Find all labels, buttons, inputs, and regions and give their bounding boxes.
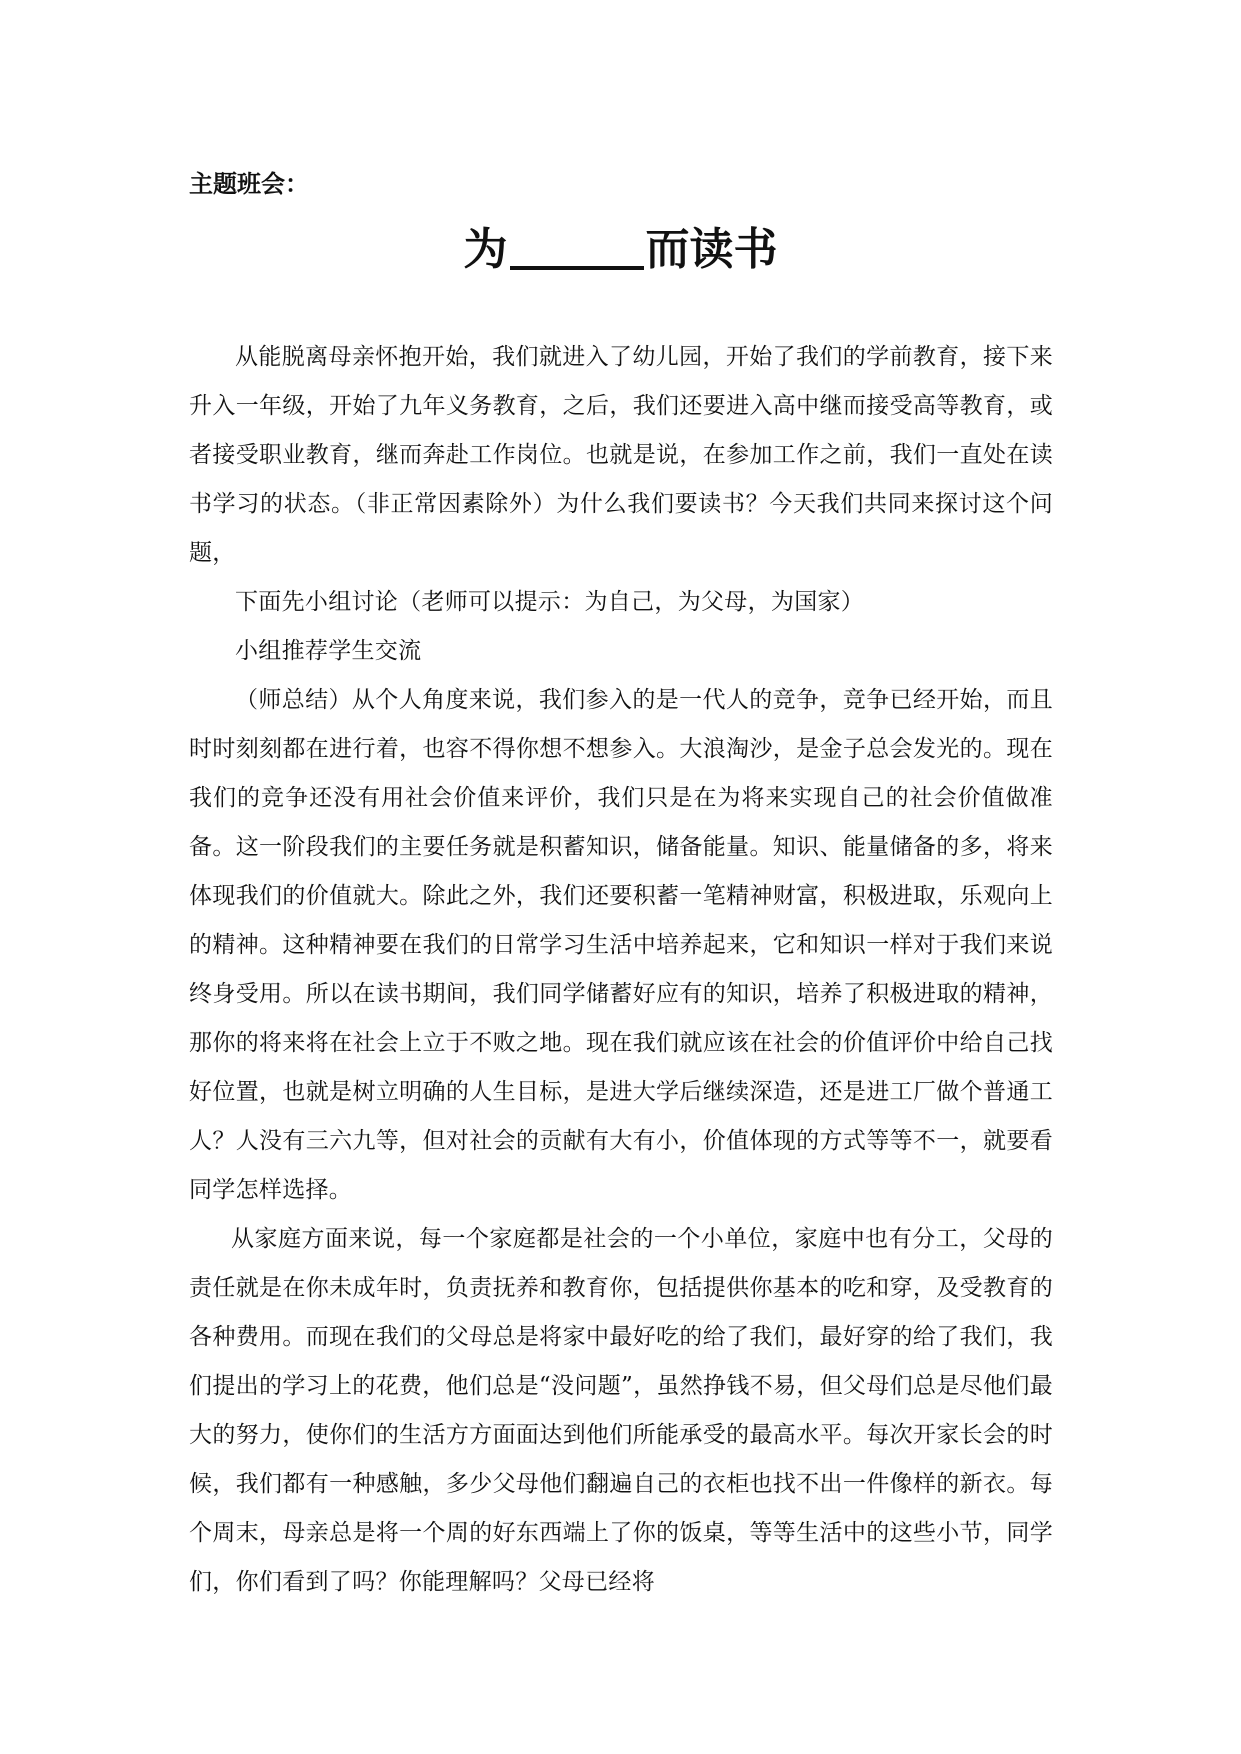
document-body <box>189 333 1053 1607</box>
paragraph-teacher-summary: （师总结）从个人角度来说，我们参入的是一代人的竞争，竞争已经开始，而且时时刻刻都在进行着，也容不得你想不想参入。大浪淘沙，是金子总会发光的。现在我们的竞争还没有用社会价值来评价，我们只是在为将来实现自己的社会价值做准备。这一阶段我们的主要任务就是积蓄知识，储备能量。知识、能量储备的多，将来体现我们的价值就大。除此之外，我们还要积蓄一笔精神财富，积极进取，乐观向上的精神。这种精神要在我们的日常学习生活中培养起来，它和知识一样对于我们来说终身受用。所以在读书期间，我们同学储蓄好应有的知识，培养了积极进取的精神，那你的将来将在社会上立于不败之地。现在我们就应该在社会的价值评价中给自己找好位置，也就是树立明确的人生目标，是进大学后继续深造，还是进工厂做个普通工人？人没有三六九等，但对社会的贡献有大有小，价值体现的方式等等不一，就要看同学怎样选择。 <box>189 687 1053 1203</box>
paragraph-group-discussion: 下面先小组讨论（老师可以提示：为自己，为父母，为国家） <box>235 589 865 615</box>
document-title <box>0 220 1241 280</box>
paragraph-group-exchange: 小组推荐学生交流 <box>235 638 422 664</box>
section-label: 主题班会： <box>189 170 309 198</box>
paragraph-intro: 从能脱离母亲怀抱开始，我们就进入了幼儿园，开始了我们的学前教育，接下来升入一年级，开始了九年义务教育，之后，我们还要进入高中继而接受高等教育，或者接受职业教育，继而奔赴工作岗位。也就是说，在参加工作之前，我们一直处在读书学习的状态。（非正常因素除外）为什么我们要读书？今天我们共同来探讨这个问题， <box>189 344 1053 566</box>
title-prefix: 为 <box>463 224 508 275</box>
title-suffix: 而读书 <box>645 224 778 275</box>
paragraph-family: 从家庭方面来说，每一个家庭都是社会的一个小单位，家庭中也有分工，父母的责任就是在你未成年时，负责抚养和教育你，包括提供你基本的吃和穿，及受教育的各种费用。而现在我们的父母总是将家中最好吃的给了我们，最好穿的给了我们，我们提出的学习上的花费，他们总是“没问题”，虽然挣钱不易，但父母们总是尽他们最大的努力，使你们的生活方方面面达到他们所能承受的最高水平。每次开家长会的时候，我们都有一种感触，多少父母他们翻遍自己的衣柜也找不出一件像样的新衣。每个周末，母亲总是将一个周的好东西端上了你的饭桌，等等生活中的这些小节，同学们，你们看到了吗？你能理解吗？父母已经将 <box>189 1226 1053 1595</box>
title-blank-underline <box>510 222 644 270</box>
